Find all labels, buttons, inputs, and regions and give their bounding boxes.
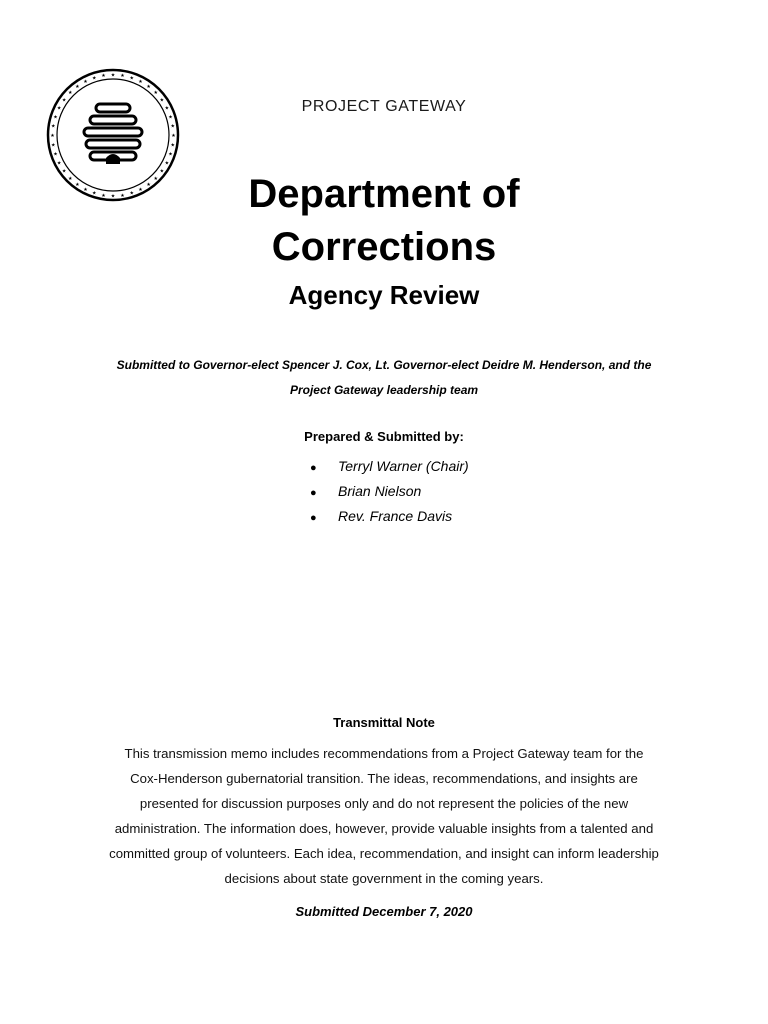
submission-date: Submitted December 7, 2020 bbox=[295, 904, 473, 919]
transmittal-line: committed group of volunteers. Each idea, recommendation, and insight can inform leadership bbox=[109, 846, 659, 861]
seal-star-icon: ★ bbox=[159, 97, 165, 104]
list-item bbox=[310, 456, 469, 481]
seal-star-icon: ★ bbox=[129, 75, 134, 82]
seal-star-icon: ★ bbox=[146, 84, 151, 91]
seal-star-icon: ★ bbox=[61, 97, 67, 104]
seal-star-icon: ★ bbox=[101, 192, 106, 199]
seal-star-icon: ★ bbox=[168, 114, 173, 121]
transmittal-line: decisions about state government in the coming years. bbox=[224, 871, 544, 886]
transmittal-line: Cox-Henderson gubernatorial transition. The ideas, recommendations, and insights are bbox=[130, 771, 638, 786]
submitted-to-line: Project Gateway leadership team bbox=[289, 383, 479, 397]
seal-star-icon: ★ bbox=[53, 151, 58, 158]
transmittal-line: presented for discussion purposes only and do not represent the policies of the new bbox=[139, 796, 629, 811]
seal-star-icon: ★ bbox=[61, 168, 67, 175]
list-item bbox=[310, 506, 469, 531]
seal-star-icon: ★ bbox=[53, 114, 58, 121]
seal-star-icon: ★ bbox=[159, 168, 165, 175]
bullet-icon: ● bbox=[310, 462, 317, 474]
title-line-2: Corrections bbox=[271, 225, 497, 269]
seal-star-icon: ★ bbox=[67, 90, 73, 97]
seal-star-icon: ★ bbox=[110, 193, 116, 200]
submitted-to-line: Submitted to Governor-elect Spencer J. Cox, Lt. Governor-elect Deidre M. Henderson, and the bbox=[116, 358, 652, 372]
title-line-1: Department of bbox=[248, 172, 520, 216]
seal-star-icon: ★ bbox=[75, 181, 80, 188]
prepared-by-heading: Prepared & Submitted by: bbox=[304, 429, 464, 444]
transmittal-body bbox=[0, 741, 768, 891]
seal-star-icon: ★ bbox=[170, 142, 176, 149]
seal-star-icon: ★ bbox=[50, 123, 56, 130]
seal-star-icon: ★ bbox=[164, 105, 170, 112]
seal-star-icon: ★ bbox=[92, 190, 97, 197]
seal-star-icon: ★ bbox=[170, 123, 176, 130]
transmittal-heading: Transmittal Note bbox=[333, 715, 435, 730]
list-item bbox=[310, 481, 469, 506]
preparer-name: Terryl Warner (Chair) bbox=[338, 458, 469, 474]
seal-star-icon: ★ bbox=[171, 133, 176, 139]
preparer-list bbox=[310, 456, 469, 531]
seal-star-icon: ★ bbox=[120, 192, 125, 199]
seal-star-icon: ★ bbox=[168, 151, 173, 158]
seal-star-icon: ★ bbox=[153, 90, 159, 97]
transmittal-line: This transmission memo includes recommendations from a Project Gateway team for the bbox=[124, 746, 644, 761]
seal-star-icon: ★ bbox=[56, 105, 62, 112]
page-subtitle: Agency Review bbox=[288, 280, 480, 310]
submitted-to-note bbox=[0, 353, 768, 403]
seal-star-icon: ★ bbox=[67, 175, 73, 182]
seal-star-icon: ★ bbox=[50, 142, 56, 149]
seal-star-icon: ★ bbox=[56, 160, 62, 167]
seal-star-icon: ★ bbox=[138, 79, 143, 86]
seal-star-icon: ★ bbox=[83, 79, 88, 86]
seal-star-icon: ★ bbox=[101, 73, 106, 80]
seal-star-icon: ★ bbox=[50, 133, 55, 139]
seal-star-icon: ★ bbox=[75, 84, 80, 91]
seal-star-icon: ★ bbox=[120, 73, 125, 80]
seal-star-icon: ★ bbox=[138, 186, 143, 193]
preparer-name: Brian Nielson bbox=[338, 483, 422, 499]
seal-star-icon: ★ bbox=[110, 72, 116, 79]
seal-star-icon: ★ bbox=[153, 175, 159, 182]
seal-star-icon: ★ bbox=[92, 75, 97, 82]
seal-star-icon: ★ bbox=[83, 186, 88, 193]
project-name: PROJECT GATEWAY bbox=[301, 98, 467, 115]
seal-star-icon: ★ bbox=[129, 190, 134, 197]
seal-star-icon: ★ bbox=[146, 181, 151, 188]
seal-star-icon: ★ bbox=[164, 160, 170, 167]
page-title bbox=[0, 168, 768, 274]
preparer-name: Rev. France Davis bbox=[338, 508, 453, 524]
bullet-icon: ● bbox=[310, 487, 317, 499]
bullet-icon: ● bbox=[310, 512, 317, 524]
transmittal-line: administration. The information does, however, provide valuable insights from a talented and bbox=[114, 821, 654, 836]
